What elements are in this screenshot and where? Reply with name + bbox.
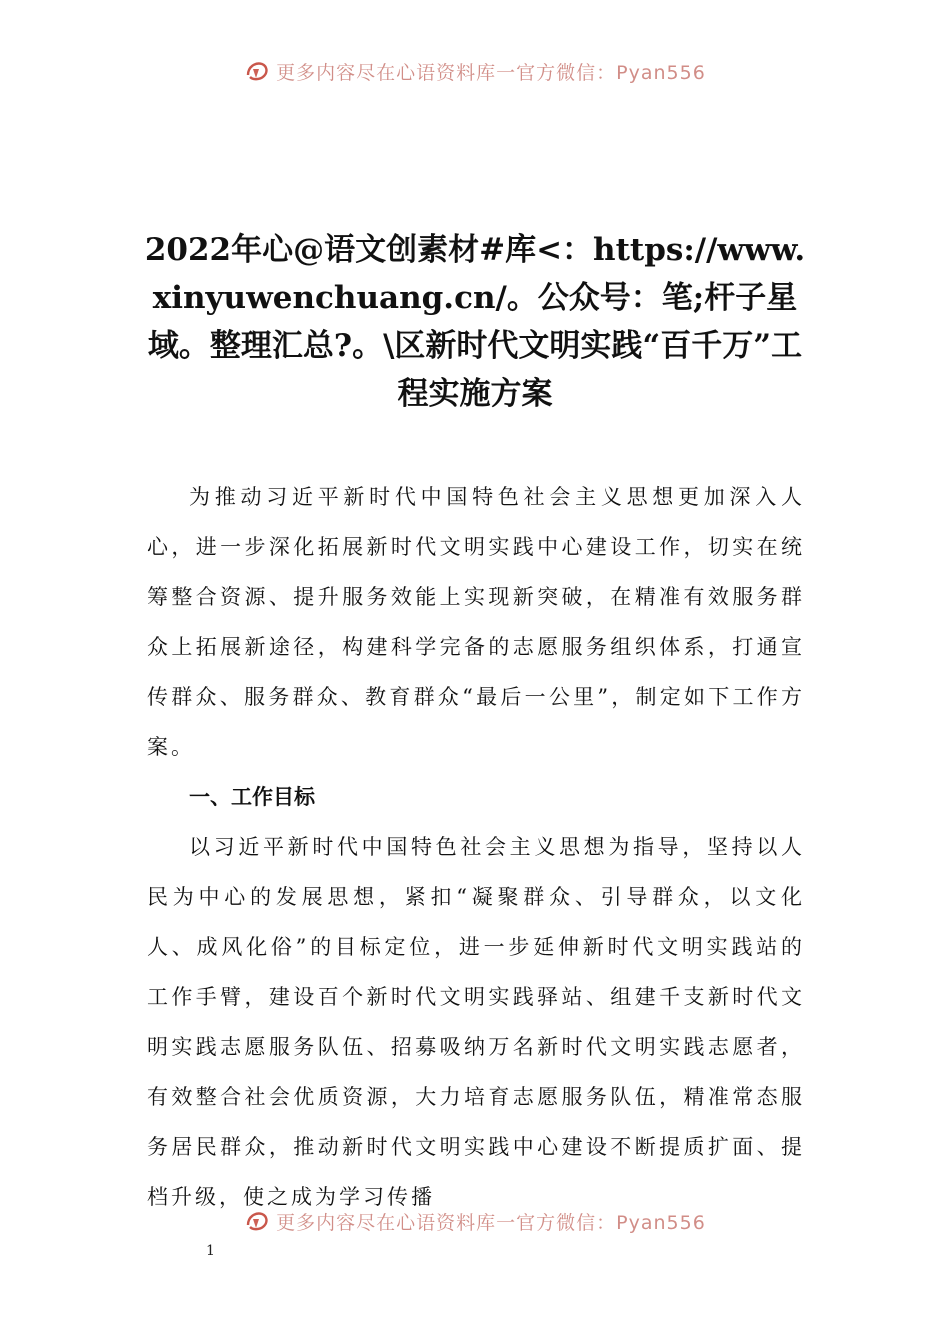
- watermark-header: [0, 56, 950, 86]
- page-number: 1: [206, 1243, 215, 1259]
- section-heading: 一、工作目标: [189, 785, 315, 809]
- intro-paragraph: 为推动习近平新时代中国特色社会主义思想更加深入人心，进一步深化拓展新时代文明实践中心建设工作，切实在统筹整合资源、提升服务效能上实现新突破，在精准有效服务群众上拓展新途径，构建科学完备的志愿服务组织体系，打通宣传群众、服务群众、教育群众“最后一公里”，制定如下工作方案。: [147, 485, 805, 759]
- watermark-text: 更多内容尽在心语资料库一官方微信：Pyan556: [276, 1211, 706, 1234]
- document-title: 2022年心@语文创素材#库<：https://www.xinyuwenchuang.cn/。公众号：笔;杆子星域。整理汇总?。\区新时代文明实践“百千万”工程实施方案: [144, 232, 806, 412]
- watermark-logo-icon: [244, 1208, 270, 1234]
- body-paragraph: 以习近平新时代中国特色社会主义思想为指导，坚持以人民为中心的发展思想，紧扣“凝聚群众、引导群众，以文化人、成风化俗”的目标定位，进一步延伸新时代文明实践站的工作手臂，建设百个新时代文明实践驿站、组建千支新时代文明实践志愿服务队伍、招募吸纳万名新时代文明实践志愿者，有效整合社会优质资源，大力培育志愿服务队伍，精准常态服务居民群众，推动新时代文明实践中心建设不断提质扩面、提档升级，使之成为学习传播: [147, 835, 805, 1209]
- watermark-footer: [0, 1206, 950, 1236]
- watermark-logo-icon: [244, 58, 270, 84]
- document-body: [147, 472, 805, 1222]
- watermark-text: 更多内容尽在心语资料库一官方微信：Pyan556: [276, 61, 706, 84]
